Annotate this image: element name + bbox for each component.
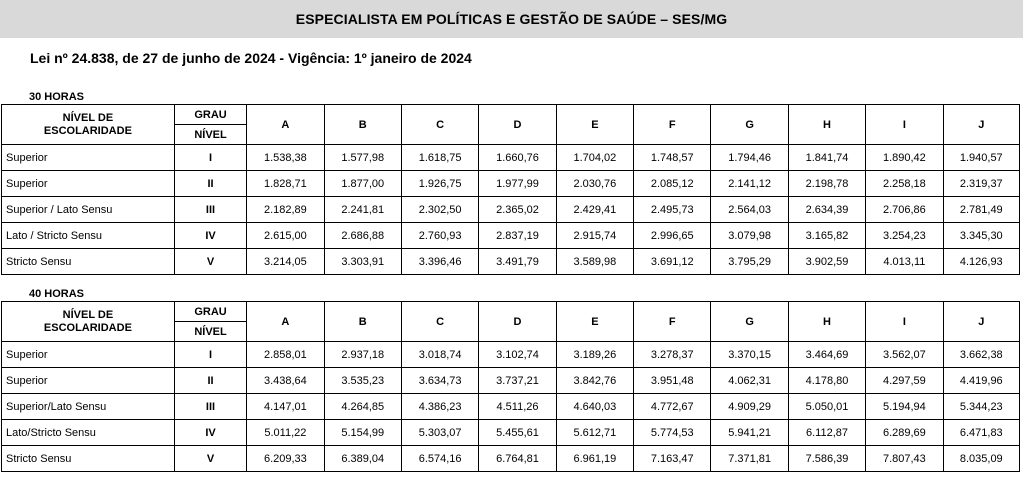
row-education-level: Superior/Lato Sensu bbox=[2, 394, 175, 420]
salary-value-cell: 4.772,67 bbox=[634, 394, 711, 420]
salary-value-cell: 3.214,05 bbox=[247, 249, 324, 275]
column-header-letter: C bbox=[401, 302, 478, 342]
salary-value-cell: 5.612,71 bbox=[556, 420, 633, 446]
salary-value-cell: 3.951,48 bbox=[634, 368, 711, 394]
column-header-letter: G bbox=[711, 105, 788, 145]
salary-value-cell: 5.774,53 bbox=[634, 420, 711, 446]
salary-value-cell: 2.686,88 bbox=[324, 223, 401, 249]
salary-table-40h bbox=[1, 301, 1020, 472]
salary-value-cell: 5.941,21 bbox=[711, 420, 788, 446]
salary-value-cell: 1.926,75 bbox=[401, 171, 478, 197]
salary-value-cell: 3.165,82 bbox=[788, 223, 865, 249]
salary-value-cell: 4.419,96 bbox=[943, 368, 1019, 394]
salary-value-cell: 1.940,57 bbox=[943, 145, 1019, 171]
law-reference: Lei nº 24.838, de 27 de junho de 2024 - Vigência: 1º janeiro de 2024 bbox=[30, 50, 472, 66]
table-row bbox=[2, 249, 1020, 275]
table-row bbox=[2, 145, 1020, 171]
column-header-letter: E bbox=[556, 105, 633, 145]
row-education-level: Superior bbox=[2, 171, 175, 197]
salary-value-cell: 2.615,00 bbox=[247, 223, 324, 249]
column-header-letter: I bbox=[866, 302, 943, 342]
salary-value-cell: 2.706,86 bbox=[866, 197, 943, 223]
salary-value-cell: 2.258,18 bbox=[866, 171, 943, 197]
salary-value-cell: 2.085,12 bbox=[634, 171, 711, 197]
salary-value-cell: 1.828,71 bbox=[247, 171, 324, 197]
salary-value-cell: 1.618,75 bbox=[401, 145, 478, 171]
salary-value-cell: 2.837,19 bbox=[479, 223, 556, 249]
column-header-letter: F bbox=[634, 302, 711, 342]
table-row bbox=[2, 420, 1020, 446]
salary-value-cell: 3.370,15 bbox=[711, 342, 788, 368]
salary-value-cell: 3.535,23 bbox=[324, 368, 401, 394]
salary-value-cell: 1.890,42 bbox=[866, 145, 943, 171]
salary-value-cell: 3.795,29 bbox=[711, 249, 788, 275]
salary-value-cell: 4.178,80 bbox=[788, 368, 865, 394]
row-grau: V bbox=[174, 249, 246, 275]
salary-value-cell: 2.429,41 bbox=[556, 197, 633, 223]
salary-value-cell: 3.691,12 bbox=[634, 249, 711, 275]
salary-value-cell: 5.154,99 bbox=[324, 420, 401, 446]
salary-value-cell: 3.189,26 bbox=[556, 342, 633, 368]
salary-value-cell: 6.574,16 bbox=[401, 446, 478, 472]
column-header-letter: F bbox=[634, 105, 711, 145]
column-header-letter: J bbox=[943, 105, 1019, 145]
salary-value-cell: 4.511,26 bbox=[479, 394, 556, 420]
row-education-level: Lato / Stricto Sensu bbox=[2, 223, 175, 249]
column-header-nivel-escolaridade: NÍVEL DE ESCOLARIDADE bbox=[2, 302, 175, 342]
salary-value-cell: 1.704,02 bbox=[556, 145, 633, 171]
row-grau: IV bbox=[174, 420, 246, 446]
row-education-level: Stricto Sensu bbox=[2, 249, 175, 275]
salary-value-cell: 6.112,87 bbox=[788, 420, 865, 446]
salary-value-cell: 7.371,81 bbox=[711, 446, 788, 472]
salary-value-cell: 2.319,37 bbox=[943, 171, 1019, 197]
salary-value-cell: 2.634,39 bbox=[788, 197, 865, 223]
salary-value-cell: 7.163,47 bbox=[634, 446, 711, 472]
column-header-letter: J bbox=[943, 302, 1019, 342]
section-label-30h: 30 HORAS bbox=[29, 91, 85, 103]
column-header-letter: B bbox=[324, 302, 401, 342]
row-grau: V bbox=[174, 446, 246, 472]
salary-value-cell: 2.937,18 bbox=[324, 342, 401, 368]
column-header-grau: GRAU bbox=[174, 302, 246, 322]
row-education-level: Superior bbox=[2, 368, 175, 394]
column-header-letter: G bbox=[711, 302, 788, 342]
row-grau: II bbox=[174, 368, 246, 394]
row-grau: III bbox=[174, 197, 246, 223]
table-row bbox=[2, 223, 1020, 249]
salary-value-cell: 3.902,59 bbox=[788, 249, 865, 275]
column-header-letter: A bbox=[247, 302, 324, 342]
column-header-letter: H bbox=[788, 105, 865, 145]
column-header-letter: E bbox=[556, 302, 633, 342]
salary-value-cell: 3.254,23 bbox=[866, 223, 943, 249]
salary-value-cell: 2.365,02 bbox=[479, 197, 556, 223]
salary-value-cell: 3.396,46 bbox=[401, 249, 478, 275]
page-banner-title: ESPECIALISTA EM POLÍTICAS E GESTÃO DE SAÚDE – SES/MG bbox=[0, 0, 1023, 38]
salary-value-cell: 3.589,98 bbox=[556, 249, 633, 275]
salary-value-cell: 2.030,76 bbox=[556, 171, 633, 197]
table-row bbox=[2, 342, 1020, 368]
salary-value-cell: 1.841,74 bbox=[788, 145, 865, 171]
salary-value-cell: 2.564,03 bbox=[711, 197, 788, 223]
salary-value-cell: 3.562,07 bbox=[866, 342, 943, 368]
salary-value-cell: 6.471,83 bbox=[943, 420, 1019, 446]
column-header-letter: D bbox=[479, 105, 556, 145]
table-row bbox=[2, 197, 1020, 223]
column-header-nivel: NÍVEL bbox=[174, 125, 246, 145]
salary-value-cell: 2.915,74 bbox=[556, 223, 633, 249]
salary-value-cell: 4.126,93 bbox=[943, 249, 1019, 275]
salary-value-cell: 7.586,39 bbox=[788, 446, 865, 472]
salary-value-cell: 3.842,76 bbox=[556, 368, 633, 394]
column-header-letter: B bbox=[324, 105, 401, 145]
salary-value-cell: 4.640,03 bbox=[556, 394, 633, 420]
salary-value-cell: 3.303,91 bbox=[324, 249, 401, 275]
salary-value-cell: 2.241,81 bbox=[324, 197, 401, 223]
table-row bbox=[2, 446, 1020, 472]
salary-value-cell: 5.011,22 bbox=[247, 420, 324, 446]
salary-value-cell: 6.289,69 bbox=[866, 420, 943, 446]
table-row bbox=[2, 394, 1020, 420]
column-header-nivel: NÍVEL bbox=[174, 322, 246, 342]
column-header-letter: I bbox=[866, 105, 943, 145]
salary-value-cell: 6.961,19 bbox=[556, 446, 633, 472]
salary-value-cell: 3.102,74 bbox=[479, 342, 556, 368]
salary-value-cell: 3.662,38 bbox=[943, 342, 1019, 368]
row-grau: IV bbox=[174, 223, 246, 249]
salary-value-cell: 4.386,23 bbox=[401, 394, 478, 420]
salary-value-cell: 3.079,98 bbox=[711, 223, 788, 249]
salary-value-cell: 7.807,43 bbox=[866, 446, 943, 472]
salary-value-cell: 5.303,07 bbox=[401, 420, 478, 446]
salary-value-cell: 1.748,57 bbox=[634, 145, 711, 171]
row-grau: II bbox=[174, 171, 246, 197]
salary-value-cell: 3.438,64 bbox=[247, 368, 324, 394]
salary-value-cell: 4.013,11 bbox=[866, 249, 943, 275]
table-row bbox=[2, 368, 1020, 394]
row-education-level: Lato/Stricto Sensu bbox=[2, 420, 175, 446]
column-header-letter: H bbox=[788, 302, 865, 342]
salary-value-cell: 1.794,46 bbox=[711, 145, 788, 171]
salary-value-cell: 2.858,01 bbox=[247, 342, 324, 368]
salary-value-cell: 3.491,79 bbox=[479, 249, 556, 275]
salary-value-cell: 1.877,00 bbox=[324, 171, 401, 197]
salary-value-cell: 4.909,29 bbox=[711, 394, 788, 420]
salary-value-cell: 6.764,81 bbox=[479, 446, 556, 472]
salary-value-cell: 2.996,65 bbox=[634, 223, 711, 249]
salary-value-cell: 4.147,01 bbox=[247, 394, 324, 420]
row-grau: III bbox=[174, 394, 246, 420]
column-header-letter: A bbox=[247, 105, 324, 145]
salary-value-cell: 1.660,76 bbox=[479, 145, 556, 171]
salary-value-cell: 5.194,94 bbox=[866, 394, 943, 420]
salary-value-cell: 5.455,61 bbox=[479, 420, 556, 446]
salary-value-cell: 3.345,30 bbox=[943, 223, 1019, 249]
salary-value-cell: 6.389,04 bbox=[324, 446, 401, 472]
row-education-level: Superior / Lato Sensu bbox=[2, 197, 175, 223]
salary-value-cell: 2.760,93 bbox=[401, 223, 478, 249]
salary-table-30h bbox=[1, 104, 1020, 275]
salary-value-cell: 1.977,99 bbox=[479, 171, 556, 197]
salary-value-cell: 2.495,73 bbox=[634, 197, 711, 223]
salary-value-cell: 2.302,50 bbox=[401, 197, 478, 223]
table-row bbox=[2, 171, 1020, 197]
salary-value-cell: 1.577,98 bbox=[324, 145, 401, 171]
row-education-level: Superior bbox=[2, 145, 175, 171]
row-education-level: Stricto Sensu bbox=[2, 446, 175, 472]
column-header-grau: GRAU bbox=[174, 105, 246, 125]
salary-value-cell: 8.035,09 bbox=[943, 446, 1019, 472]
salary-value-cell: 5.050,01 bbox=[788, 394, 865, 420]
salary-value-cell: 3.737,21 bbox=[479, 368, 556, 394]
row-education-level: Superior bbox=[2, 342, 175, 368]
salary-value-cell: 5.344,23 bbox=[943, 394, 1019, 420]
salary-value-cell: 2.198,78 bbox=[788, 171, 865, 197]
section-label-40h: 40 HORAS bbox=[29, 288, 85, 300]
row-grau: I bbox=[174, 145, 246, 171]
column-header-letter: C bbox=[401, 105, 478, 145]
salary-value-cell: 3.018,74 bbox=[401, 342, 478, 368]
row-grau: I bbox=[174, 342, 246, 368]
column-header-letter: D bbox=[479, 302, 556, 342]
salary-value-cell: 6.209,33 bbox=[247, 446, 324, 472]
salary-value-cell: 4.297,59 bbox=[866, 368, 943, 394]
salary-value-cell: 4.062,31 bbox=[711, 368, 788, 394]
salary-value-cell: 2.141,12 bbox=[711, 171, 788, 197]
column-header-nivel-escolaridade: NÍVEL DE ESCOLARIDADE bbox=[2, 105, 175, 145]
salary-value-cell: 2.781,49 bbox=[943, 197, 1019, 223]
salary-value-cell: 1.538,38 bbox=[247, 145, 324, 171]
salary-value-cell: 3.464,69 bbox=[788, 342, 865, 368]
salary-value-cell: 3.278,37 bbox=[634, 342, 711, 368]
salary-value-cell: 3.634,73 bbox=[401, 368, 478, 394]
salary-value-cell: 4.264,85 bbox=[324, 394, 401, 420]
salary-value-cell: 2.182,89 bbox=[247, 197, 324, 223]
